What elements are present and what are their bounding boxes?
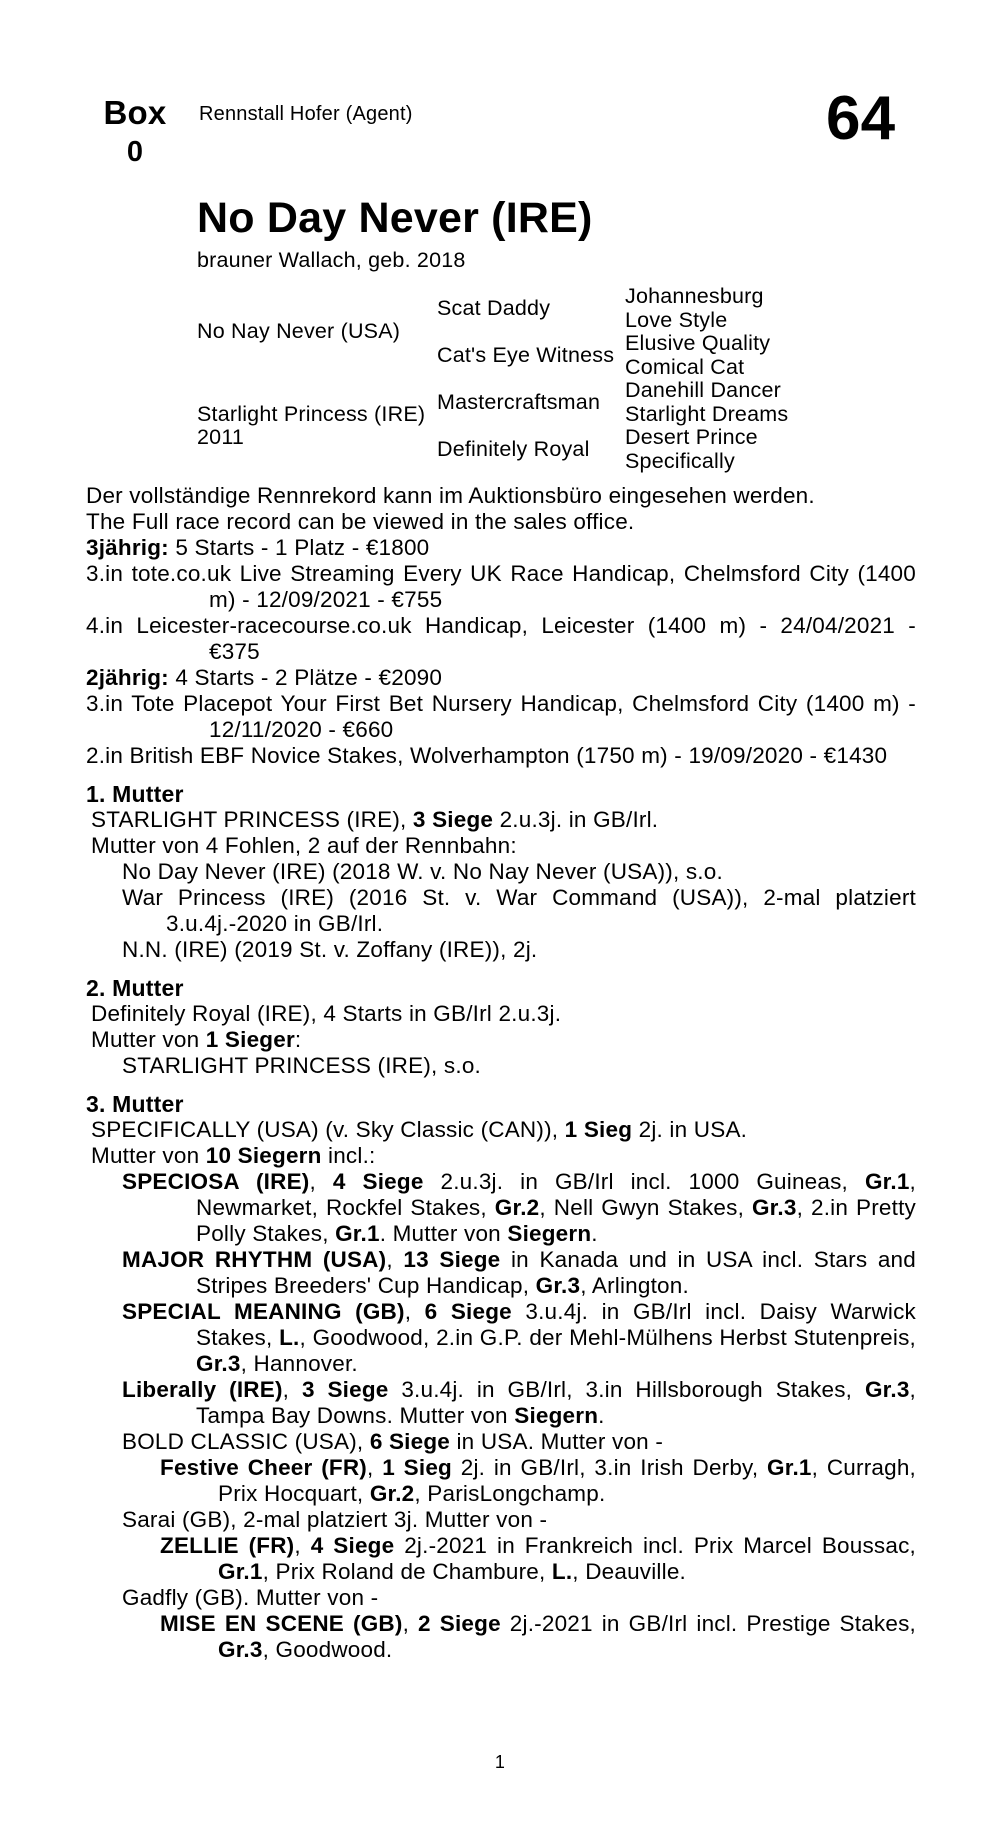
sire-sire-name: Scat Daddy [437, 295, 551, 320]
page-number: 1 [494, 1752, 506, 1772]
pedigree-dam-sire-parents [625, 379, 914, 426]
box-info [103, 96, 167, 167]
box-label: Box [103, 94, 167, 131]
progeny-line: SPECIOSA (IRE), 4 Siege 2.u.3j. in GB/Irl incl. 1000 Guineas, Gr.1, Newmarket, Rockfel Stakes, Gr.2, Nell Gwyn Stakes, Gr.3, 2.in Pretty Polly Stakes, Gr.1. Mutter von Siegern. [122, 1169, 916, 1247]
progeny-line: Festive Cheer (FR), 1 Sieg 2j. in GB/Irl, 3.in Irish Derby, Gr.1, Curragh, Prix Hocquart, Gr.2, ParisLongchamp. [160, 1455, 916, 1507]
dam-sire-name: Mastercraftsman [437, 389, 601, 414]
pedigree-sire-sire-parents [625, 285, 914, 332]
dam-line: SPECIFICALLY (USA) (v. Sky Classic (CAN)), 1 Sieg 2j. in USA. [91, 1117, 748, 1143]
progeny-line: BOLD CLASSIC (USA), 6 Siege in USA. Mutter von - [122, 1429, 664, 1455]
race-note-de: Der vollständige Rennrekord kann im Auktionsbüro eingesehen werden. [86, 483, 815, 509]
pedigree-dam [197, 379, 437, 473]
dam-year: 2011 [197, 425, 245, 450]
sire-name: No Nay Never (USA) [197, 319, 401, 344]
dam-line: Definitely Royal (IRE), 4 Starts in GB/Irl 2.u.3j. [91, 1001, 562, 1027]
dam-line: Mutter von 1 Sieger: [91, 1027, 302, 1053]
sire-dam-name: Cat's Eye Witness [437, 342, 615, 367]
progeny-line: STARLIGHT PRINCESS (IRE), s.o. [122, 1053, 481, 1079]
progeny-line: MAJOR RHYTHM (USA), 13 Siege in Kanada und in USA incl. Stars and Stripes Breeders' Cup Handicap, Gr.3, Arlington. [122, 1247, 916, 1299]
dam-name: Starlight Princess (IRE) [197, 401, 426, 426]
dam-dam-name: Definitely Royal [437, 436, 590, 461]
sire-sire-sire-name: Johannesburg [625, 284, 764, 309]
dam-sire-dam-name: Starlight Dreams [625, 401, 789, 426]
sire-dam-dam-name: Comical Cat [625, 354, 745, 379]
pedigree-text [86, 483, 916, 1663]
pedigree-sire [197, 285, 437, 379]
season-summary-2yo: 2jährig: 4 Starts - 2 Plätze - €2090 [86, 665, 443, 691]
season-summary-3yo: 3jährig: 5 Starts - 1 Platz - €1800 [86, 535, 430, 561]
consignor-name: Rennstall Hofer (Agent) [199, 103, 413, 125]
race-result: 3.in Tote Placepot Your First Bet Nursery Handicap, Chelmsford City (1400 m) - 12/11/2020 - €660 [86, 691, 916, 743]
progeny-line: Liberally (IRE), 3 Siege 3.u.4j. in GB/Irl, 3.in Hillsborough Stakes, Gr.3, Tampa Bay Downs. Mutter von Siegern. [122, 1377, 916, 1429]
dam-line: Mutter von 4 Fohlen, 2 auf der Rennbahn: [91, 833, 517, 859]
progeny-line: No Day Never (IRE) (2018 W. v. No Nay Never (USA)), s.o. [122, 859, 723, 885]
pedigree-sire-sire [437, 285, 625, 332]
pedigree-sire-dam-parents [625, 332, 914, 379]
dam-line: Mutter von 10 Siegern incl.: [91, 1143, 376, 1169]
race-result: 2.in British EBF Novice Stakes, Wolverhampton (1750 m) - 19/09/2020 - €1430 [86, 743, 888, 769]
sire-dam-sire-name: Elusive Quality [625, 331, 771, 356]
dam-dam-dam-name: Specifically [625, 448, 735, 473]
progeny-line: Sarai (GB), 2-mal platziert 3j. Mutter von - [122, 1507, 548, 1533]
section-heading-1st-dam: 1. Mutter [86, 781, 184, 808]
pedigree-table [197, 285, 914, 473]
pedigree-dam-sire [437, 379, 625, 426]
progeny-line: War Princess (IRE) (2016 St. v. War Command (USA)), 2-mal platziert 3.u.4j.-2020 in GB/Irl. [122, 885, 916, 937]
pedigree-dam-dam-parents [625, 426, 914, 473]
progeny-line: SPECIAL MEANING (GB), 6 Siege 3.u.4j. in GB/Irl incl. Daisy Warwick Stakes, L., Goodwood, 2.in G.P. der Mehl-Mülhens Herbst Stutenpreis, Gr.3, Hannover. [122, 1299, 916, 1377]
dam-dam-sire-name: Desert Prince [625, 425, 758, 450]
dam-line: STARLIGHT PRINCESS (IRE), 3 Siege 2.u.3j. in GB/Irl. [91, 807, 659, 833]
dam-sire-sire-name: Danehill Dancer [625, 378, 781, 403]
race-result: 4.in Leicester-racecourse.co.uk Handicap, Leicester (1400 m) - 24/04/2021 - €375 [86, 613, 916, 665]
section-heading-3rd-dam: 3. Mutter [86, 1091, 184, 1118]
sire-sire-dam-name: Love Style [625, 307, 728, 332]
lot-number: 64 [826, 84, 896, 153]
race-note-en: The Full race record can be viewed in the sales office. [86, 509, 635, 535]
progeny-line: N.N. (IRE) (2019 St. v. Zoffany (IRE)), 2j. [122, 937, 538, 963]
progeny-line: Gadfly (GB). Mutter von - [122, 1585, 379, 1611]
progeny-line: ZELLIE (FR), 4 Siege 2j.-2021 in Frankreich incl. Prix Marcel Boussac, Gr.1, Prix Roland de Chambure, L., Deauville. [160, 1533, 916, 1585]
section-heading-2nd-dam: 2. Mutter [86, 975, 184, 1002]
pedigree-sire-dam [437, 332, 625, 379]
pedigree-dam-dam [437, 426, 625, 473]
box-number: 0 [126, 135, 144, 168]
horse-name: No Day Never (IRE) [197, 194, 593, 242]
race-result: 3.in tote.co.uk Live Streaming Every UK Race Handicap, Chelmsford City (1400 m) - 12/09/2021 - €755 [86, 561, 916, 613]
progeny-line: MISE EN SCENE (GB), 2 Siege 2j.-2021 in GB/Irl incl. Prestige Stakes, Gr.3, Goodwood. [160, 1611, 916, 1663]
horse-details: brauner Wallach, geb. 2018 [197, 248, 466, 273]
